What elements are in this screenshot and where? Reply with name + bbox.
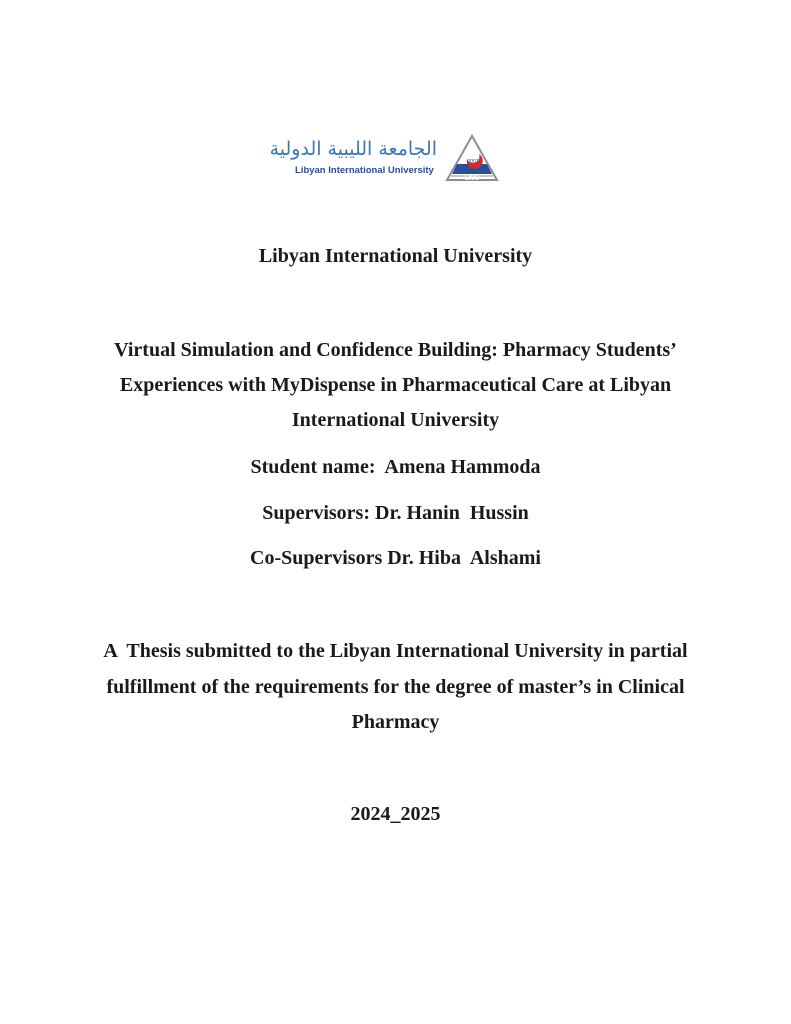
thesis-title-line-1: Virtual Simulation and Confidence Building: Pharmacy Students’ <box>114 339 677 361</box>
submission-statement-line-3: Pharmacy <box>351 711 440 733</box>
academic-year: 2024_2025 <box>350 803 441 825</box>
thesis-title-line-2: Experiences with MyDispense in Pharmaceutical Care at Libyan <box>119 374 672 396</box>
co-supervisor-name: Co-Supervisors Dr. Hiba Alshami <box>250 547 541 569</box>
submission-statement-line-1: A Thesis submitted to the Libyan International University in partial <box>103 640 688 662</box>
emblem-abbr: LIMU <box>464 176 480 182</box>
thesis-title-line-3: International University <box>291 409 500 431</box>
university-logo <box>269 134 499 182</box>
logo-english-name: Libyan International University <box>295 165 434 176</box>
emblem-year: 2007 <box>467 159 479 165</box>
university-name-heading: Libyan International University <box>258 245 533 267</box>
supervisor-name: Supervisors: Dr. Hanin Hussin <box>262 502 529 524</box>
student-name: Student name: Amena Hammoda <box>250 456 541 478</box>
submission-statement-line-2: fulfillment of the requirements for the degree of master’s in Clinical <box>106 676 685 698</box>
university-emblem-icon <box>445 134 499 182</box>
logo-arabic-name: الجامعة الليبية الدولية <box>269 138 437 160</box>
